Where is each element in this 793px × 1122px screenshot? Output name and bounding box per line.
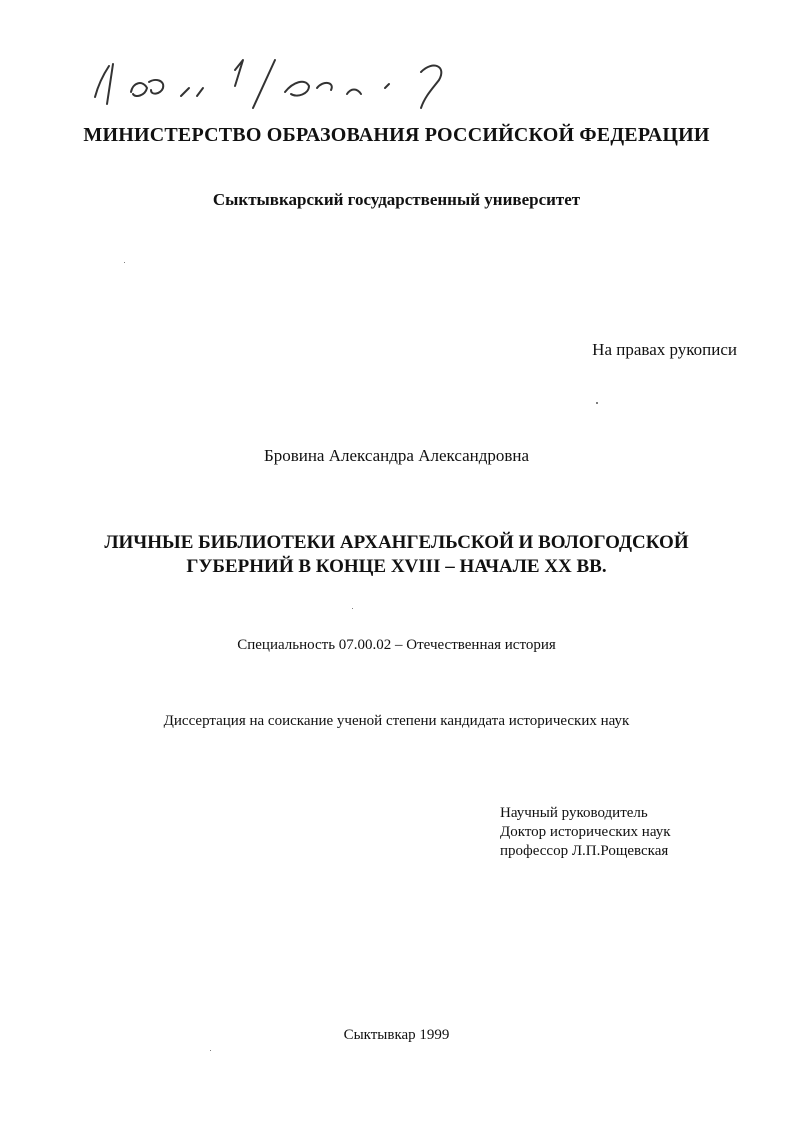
handwritten-annotation <box>85 52 505 122</box>
rights-note: На правах рукописи <box>592 340 737 359</box>
author-name: Бровина Александра Александровна <box>263 446 530 465</box>
title-line-2: ГУБЕРНИЙ В КОНЦЕ XVIII – НАЧАЛЕ XX ВВ. <box>186 556 607 577</box>
specialty-line: Специальность 07.00.02 – Отечественная история <box>237 637 556 653</box>
title-line-1: ЛИЧНЫЕ БИБЛИОТЕКИ АРХАНГЕЛЬСКОЙ И ВОЛОГОДСКОЙ <box>104 532 689 553</box>
university-name: Сыктывкарский государственный университет <box>212 190 581 209</box>
supervisor-role: Научный руководитель <box>500 805 648 821</box>
supervisor-block <box>500 804 671 861</box>
supervisor-degree: Доктор исторических наук <box>500 824 671 840</box>
dissertation-title <box>0 531 793 579</box>
scan-speck <box>124 262 125 263</box>
scan-speck <box>352 608 353 609</box>
supervisor-name: профессор Л.П.Рощевская <box>500 843 669 859</box>
scan-speck <box>596 402 598 404</box>
ministry-heading: МИНИСТЕРСТВО ОБРАЗОВАНИЯ РОССИЙСКОЙ ФЕДЕРАЦИИ <box>83 124 710 146</box>
scan-speck <box>210 1050 211 1051</box>
dissertation-degree-line: Диссертация на соискание ученой степени кандидата исторических наук <box>163 713 630 729</box>
place-and-year: Сыктывкар 1999 <box>343 1027 450 1043</box>
